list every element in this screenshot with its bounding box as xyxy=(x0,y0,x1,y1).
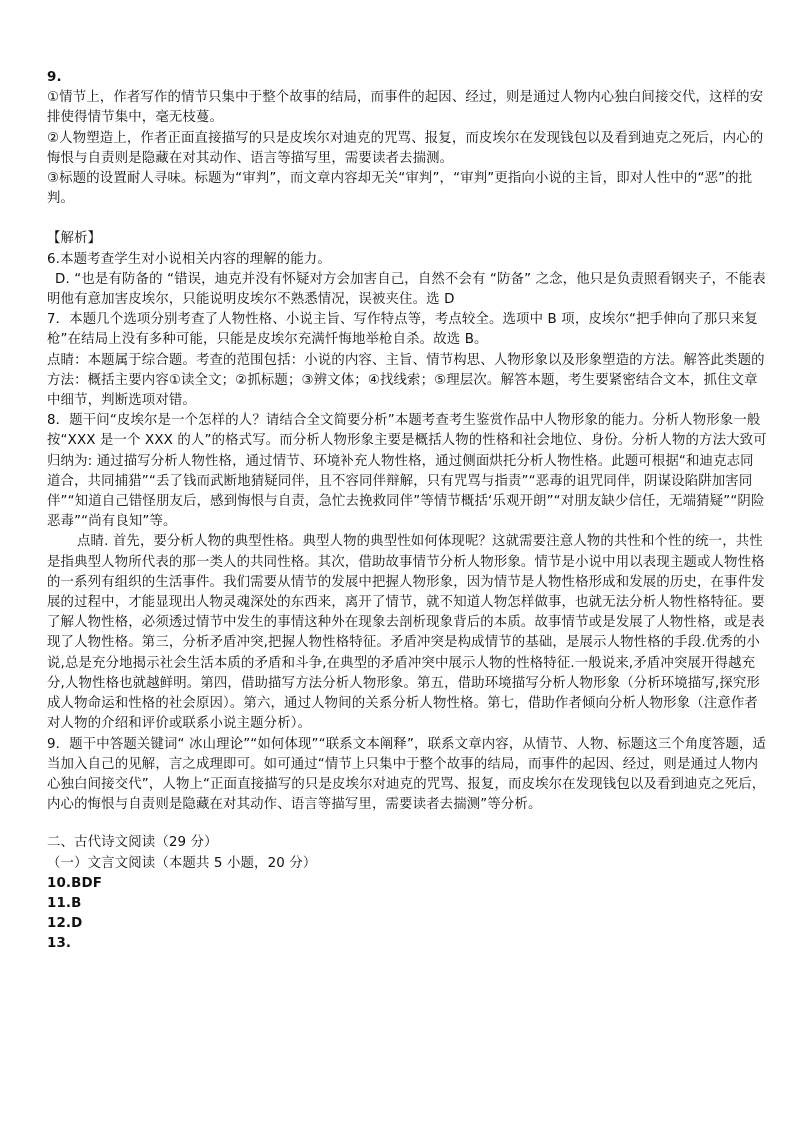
analysis-dianjing-2: 点睛. 首先，要分析人物的典型性格。典型人物的典型性如何体现呢？这就需要注意人物的共性和个性的统一，共性是指典型人物所代表的那一类人的共同性格。其次，借助故事情节分析人物形象。情节是小说中用以表现主题或人物性格的一系列有组织的生活事件。我们需要从情节的发展中把握人物形象，因为情节是人物性格形成和发展的历史，在事件发展的过程中，才能显现出人物灵魂深处的东西来，离开了情节，就不知道人物怎样做事，也就无法分析人物性格特征。要了解人物性格，必须透过情节中发生的事情这种外在现象去剖析现象背后的本质。故事情节或是发展了人物性格，或是表现了人物性格。第三，分析矛盾冲突,把握人物性格特征。矛盾冲突是构成情节的基础，是展示人物性格的手段.优秀的小说,总是充分地揭示社会生活本质的矛盾和斗争,在典型的矛盾冲突中展示人物的性格特征.一般说来,矛盾冲突展开得越充分,人物性格也就越鲜明。第四，借助描写方法分析人物形象。第五，借助环境描写分析人物形象（分析环境描写,探究形成人物命运和性格的社会原因）。第六，通过人物间的关系分析人物性格。第七，借助作者倾向分析人物形象（注意作者对人物的介绍和评价或联系小说主题分析）。 xyxy=(47,534,765,732)
q9-answer-character: ②人物塑造上，作者正面直接描写的只是皮埃尔对迪克的咒骂、报复，而皮埃尔在发现钱包以及看到迪克之死后，内心的悔恨与自责则是隐藏在对其动作、语言等描写里，需要读者去揣测。 xyxy=(47,130,764,166)
q9-header: 9. xyxy=(47,70,62,85)
answer-12: 12.D xyxy=(47,916,83,932)
analysis-q7: 7．本题几个选项分别考查了人物性格、小说主旨、写作特点等，考点较全。选项中 B 项，皮埃尔“把手伸向了那只来复枪”在结局上没有多种可能，只能是皮埃尔充满忏悔地举枪自杀。故选 B。 xyxy=(47,312,758,348)
analysis-q9: 9．题干中答题关键词“ 冰山理论”“如何体现”“联系文本阐释”，联系文章内容，从情节、人物、标题这三个角度答题，适当加入自己的见解，言之成理即可。如可通过“情节上只集中于整个故事的结局，而事件的起因、经过，则是通过人物内心独白间接交代”，人物上“正面直接描写的只是皮埃尔对迪克的咒骂、报复，而皮埃尔在发现钱包以及看到迪克之死后，内心的悔恨与自责则是隐藏在对其动作、语言等描写里，需要读者去揣测”等分析。 xyxy=(47,736,767,813)
analysis-dianjing-1: 点睛：本题属于综合题。考查的范围包括：小说的内容、主旨、情节构思、人物形象以及形象塑造的方法。解答此类题的方法：概括主要内容①读全文；②抓标题；③辨文体；④找线索；⑤理层次。解答本题，考生要紧密结合文本，抓住文章中细节，判断选项对错。 xyxy=(47,352,765,409)
analysis-q6-intro: 6.本题考查学生对小说相关内容的理解的能力。 xyxy=(47,251,331,267)
q9-answer-title: ③标题的设置耐人寻味。标题为“审判”，而文章内容却无关“审判”，“审判”更指向小说的主旨，即对人性中的“恶”的批判。 xyxy=(47,171,753,207)
analysis-q6-option-d: D. “也是有防备的 “错误，迪克并没有怀疑对方会加害自己，自然不会有 “防备” 之念，他只是负责照看钢夹子，不能表明他有意加害皮埃尔，只能说明皮埃尔不熟悉情况，误被夹住。选 D xyxy=(47,271,766,308)
answer-13: 13. xyxy=(47,936,72,952)
analysis-heading: 【解析】 xyxy=(47,231,102,247)
q9-answer-plot: ①情节上，作者写作的情节只集中于整个故事的结局，而事件的起因、经过，则是通过人物内心独白间接交代，这样的安排使得情节集中，毫无枝蔓。 xyxy=(47,90,764,126)
analysis-q8: 8．题干问“皮埃尔是一个怎样的人？请结合全文简要分析”本题考查考生鉴赏作品中人物形象的能力。分析人物形象一般按“XXX 是一个 XXX 的人”的格式写。而分析人物形象主要是概括人物的性格和社会地位、身份。分析人物的方法大致可归纳为: 通过描写分析人物性格，通过情节、环境补充人物性格，通过侧面烘托分析人物性格。此题可根据“和迪克志同道合，共同捕猎”“丢了钱而武断地猜疑同伴，且不容同伴辩解，只有咒骂与指责”“恶毒的诅咒同伴，阴谋设陷阱加害同伴”“知道自己错怪朋友后，感到悔恨与自责，急忙去挽救同伴”等情节概括‘乐观开朗”“对朋友缺少信任，无端猜疑”“阴险恶毒”“尚有良知”等。 xyxy=(47,413,767,530)
answer-11: 11.B xyxy=(47,895,82,911)
answer-page xyxy=(47,68,767,955)
answer-10: 10.BDF xyxy=(47,875,103,891)
section-title: 二、古代诗文阅读（29 分） xyxy=(47,835,218,851)
section-subtitle: （一）文言文阅读（本题共 5 小题，20 分） xyxy=(47,855,317,871)
